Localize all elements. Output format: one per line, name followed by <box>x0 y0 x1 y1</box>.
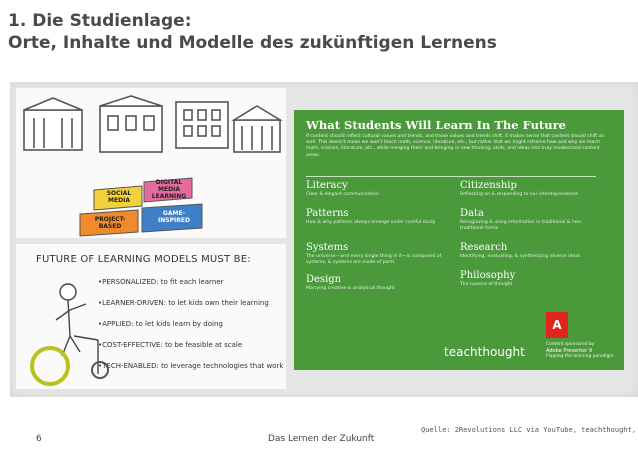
social-media-label: SOCIAL MEDIA <box>106 190 132 204</box>
model-desc: to leverage technologies that work <box>161 362 284 370</box>
title-line-1: 1. Die Studienlage: <box>8 11 192 31</box>
topic-literacy <box>306 180 451 198</box>
topic-desc: Clear & elegant communication <box>306 192 379 197</box>
topic-desc: The nuance of thought <box>460 282 513 287</box>
model-desc: to let kids own their learning <box>168 299 269 307</box>
footer-title: Das Lernen der Zukunft <box>268 434 375 444</box>
sponsor-line-2: Adobe Presenter 9 <box>546 348 593 354</box>
topic-design <box>306 274 451 292</box>
model-item <box>98 320 223 328</box>
model-item <box>98 278 223 286</box>
topic-research <box>460 242 605 260</box>
slide-title <box>8 10 497 54</box>
model-item <box>98 341 242 349</box>
topic-name: Systems <box>306 242 349 253</box>
sponsor-note <box>546 342 626 360</box>
topic-desc: How & why patterns always emerge under careful study <box>306 220 436 225</box>
model-term: •LEARNER-DRIVEN: <box>98 299 166 307</box>
model-term: •PERSONALIZED: <box>98 278 159 286</box>
teachthought-logo: teachthought <box>444 345 525 359</box>
learning-models-panel <box>16 244 286 389</box>
project-based-label: PROJECT-BASED <box>94 216 126 230</box>
topic-patterns <box>306 208 451 226</box>
infographic-intro: If content should reflect cultural values and trends, and those values and trends shift, it makes sense that content should shift as well. This doesn't mean we won't teach math, science, literature, etc., but rather that we might reframe how and why we teach math, science, literature, etc., while merging them and bringing in new thinking, skills, and ideas into truly modernized content areas. <box>306 134 604 158</box>
model-item <box>98 362 283 370</box>
topic-citizenship <box>460 180 605 198</box>
page-number: 6 <box>36 434 42 444</box>
sponsor-line-3: Flipping the learning paradigm <box>546 354 614 359</box>
divider <box>306 176 596 177</box>
topic-desc: Recognizing & using information in traditional & non-traditional forms <box>460 220 583 231</box>
sponsor-line-1: Content sponsored by <box>546 342 595 347</box>
topic-desc: Reflecting on & responding to our interdependence <box>460 192 578 197</box>
model-term: •COST-EFFECTIVE: <box>98 341 163 349</box>
model-term: •APPLIED: <box>98 320 134 328</box>
topic-desc: Marrying creative & analytical thought <box>306 286 395 291</box>
topic-desc: The universe—and every single thing in it—is composed of systems, & systems are made of parts <box>306 254 442 265</box>
topic-data <box>460 208 605 232</box>
topic-name: Research <box>460 242 508 253</box>
topic-name: Patterns <box>306 208 349 219</box>
digital-media-learning-label: DIGITAL MEDIA LEARNING <box>151 178 187 200</box>
model-desc: to be feasible at scale <box>165 341 243 349</box>
topic-name: Design <box>306 274 342 285</box>
model-term: •TECH-ENABLED: <box>98 362 159 370</box>
image-collage <box>10 82 638 397</box>
models-heading: FUTURE OF LEARNING MODELS MUST BE: <box>36 254 251 265</box>
model-item <box>98 299 269 307</box>
title-line-2: Orte, Inhalte und Modelle des zukünftigen Lernens <box>8 33 497 53</box>
topic-name: Citizenship <box>460 180 517 191</box>
topic-desc: Identifying, evaluating, & synthesizing diverse ideas <box>460 254 581 259</box>
model-desc: to fit each learner <box>160 278 224 286</box>
topic-name: Literacy <box>306 180 348 191</box>
infographic-title: What Students Will Learn In The Future <box>306 118 566 132</box>
game-inspired-label: GAME-INSPIRED <box>158 210 190 224</box>
adobe-logo-icon: A <box>546 312 568 338</box>
topic-systems <box>306 242 451 266</box>
topic-name: Data <box>460 208 484 219</box>
future-learning-infographic <box>294 110 624 370</box>
topic-philosophy <box>460 270 605 288</box>
learning-places-illustration <box>16 88 286 238</box>
source-caption: Quelle: 2Revolutions LLC via YouTube, teachthought, <box>421 426 636 434</box>
topic-name: Philosophy <box>460 270 516 281</box>
model-desc: to let kids learn by doing <box>135 320 223 328</box>
